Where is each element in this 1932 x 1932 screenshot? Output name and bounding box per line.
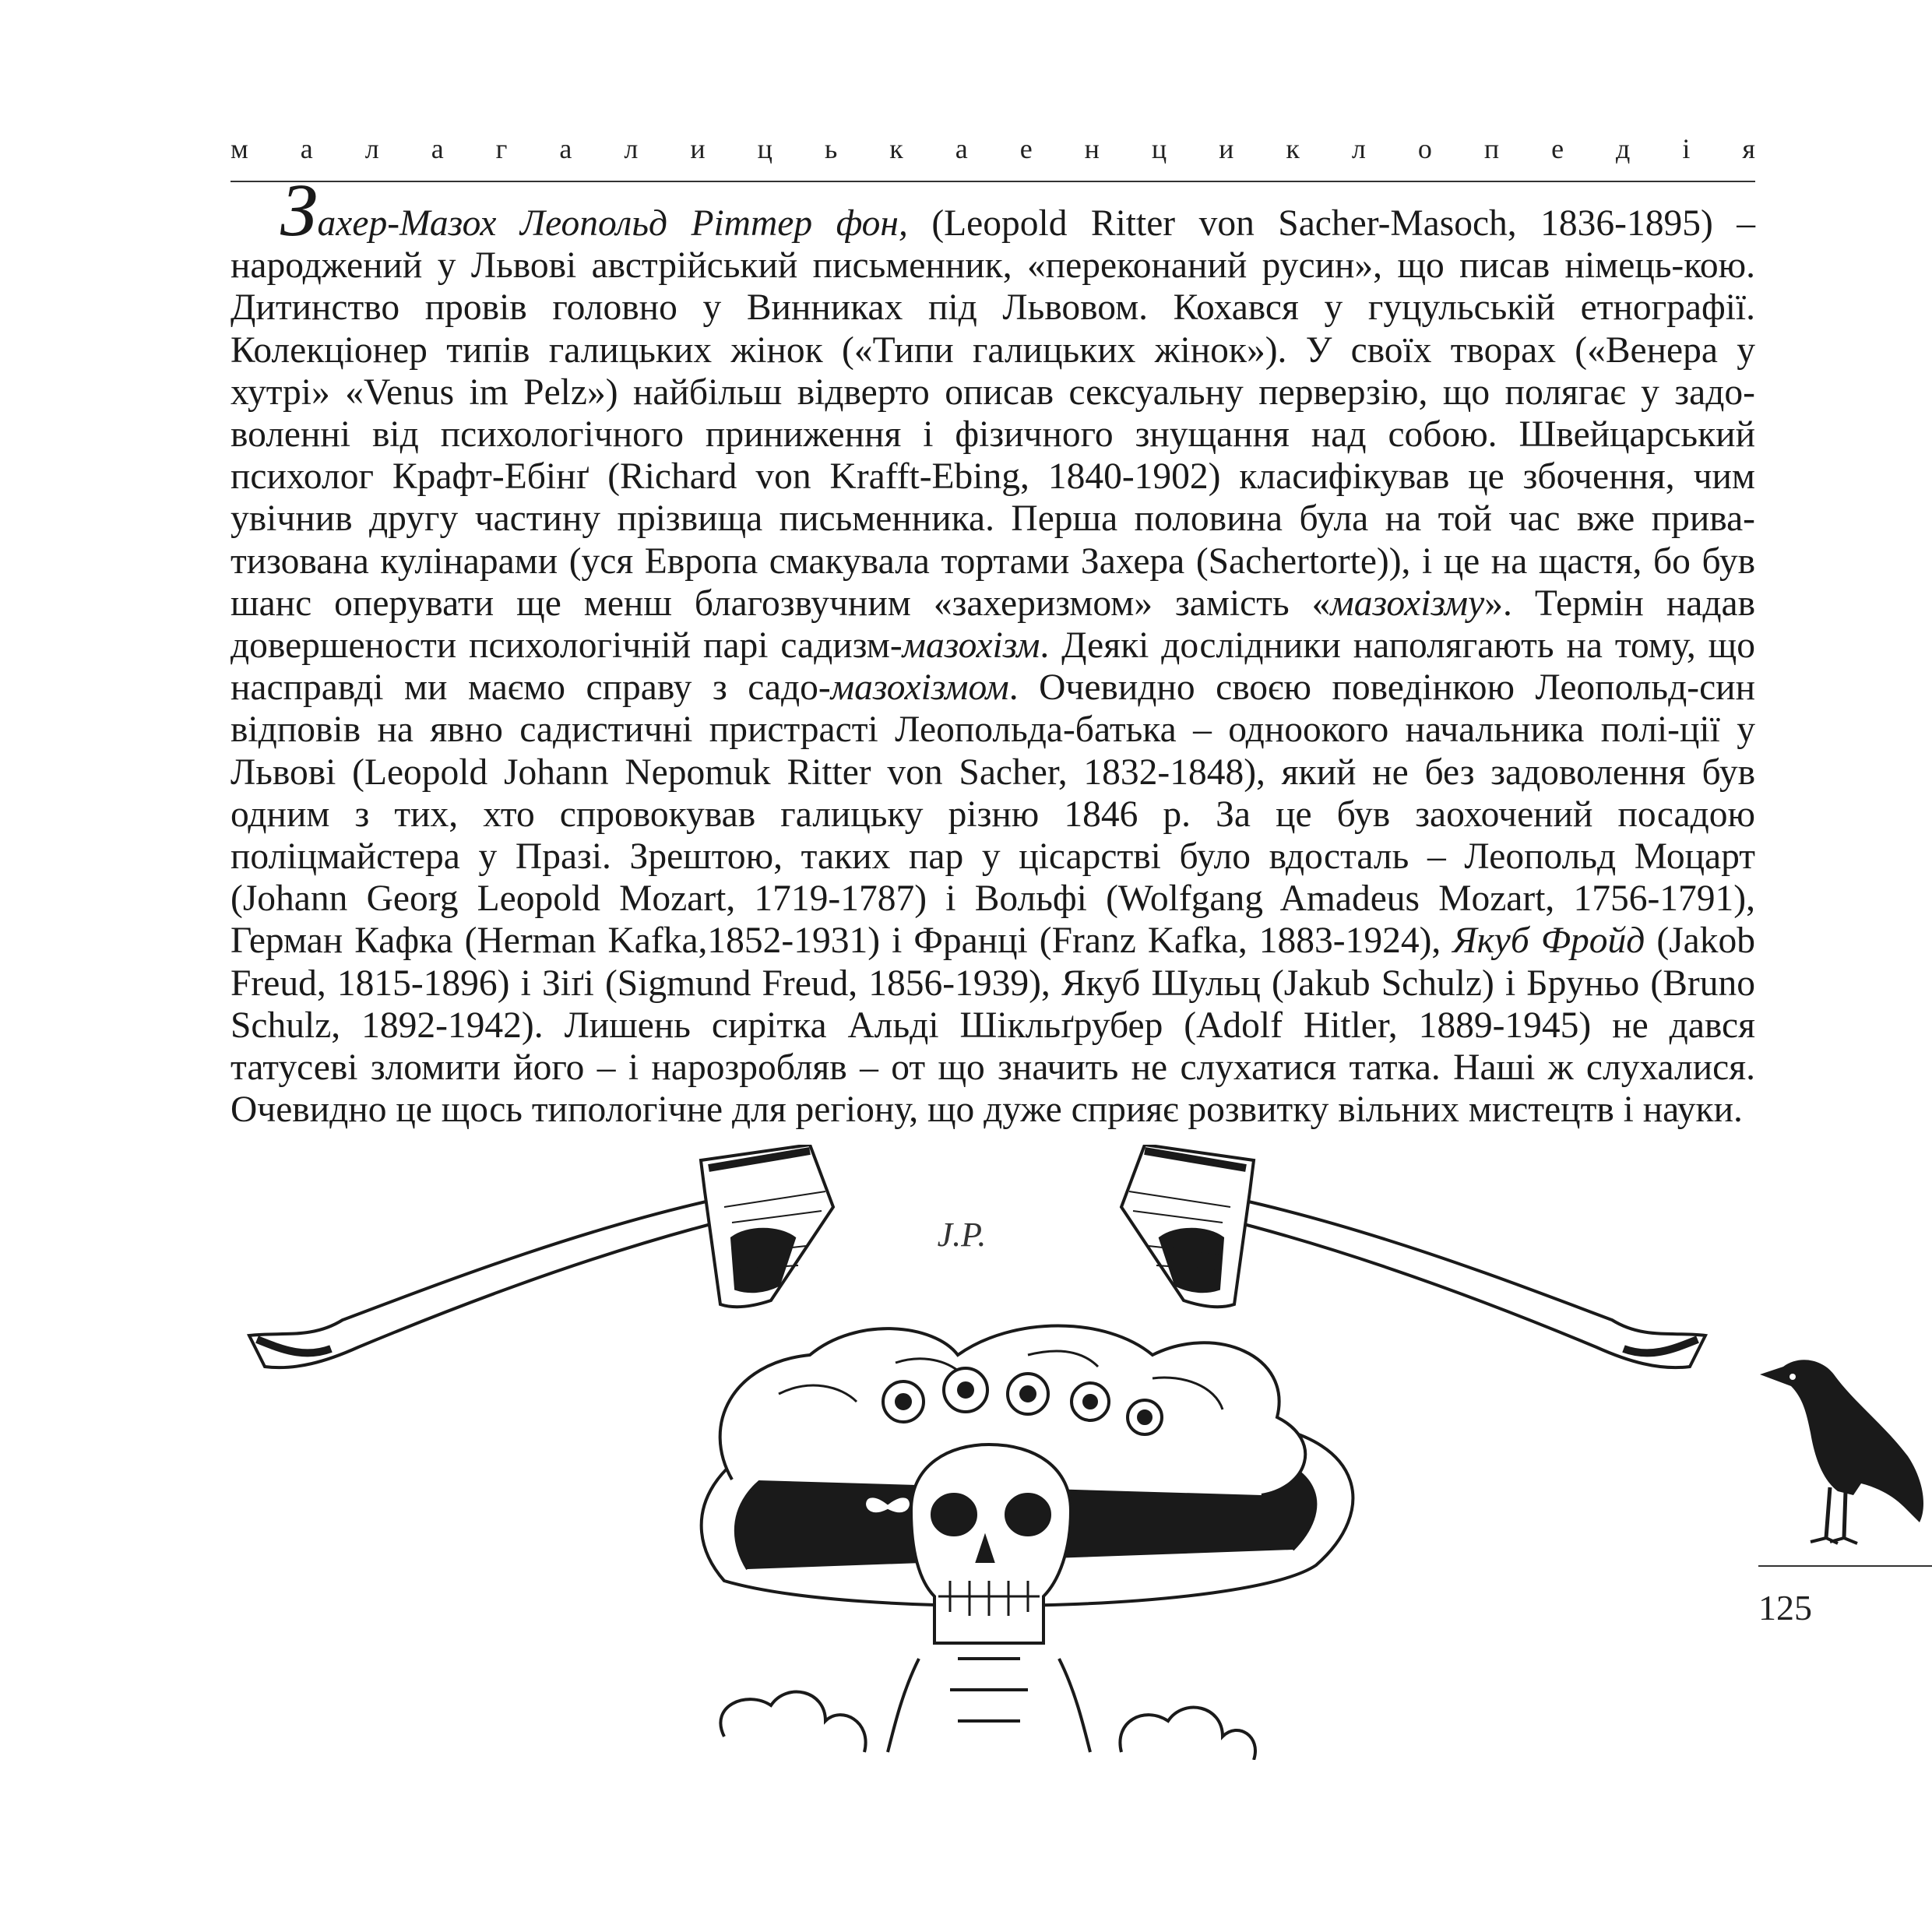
page-number: 125 [1758, 1588, 1812, 1628]
signature: J.P. [937, 1216, 987, 1254]
running-header-letter: о [1417, 133, 1432, 164]
drop-cap: З [280, 168, 318, 252]
running-header-letter: е [1551, 133, 1564, 164]
article-italic-term: мазохізм [902, 625, 1040, 667]
article-text: . Очевидно своєю поведінкою Леопольд-син відповів на явно садистичні пристрасті Леопольда-батька – одноокого начальника полі-ції у Львові (Leopold Johann Nepomuk Ritter von Sacher, 1832-1848), який не без задоволення був одним з тих, хто спровокував галицьку різню 1846 р. За це був заохочений посадою поліцмайстера у Празі. Зрештою, таких пар у цісарстві було вдосталь – Леопольд Моцарт (Johann Georg Leopold Mozart, 1719-1787) і Вольфі (Wolfgang Amadeus Mozart, 1756-1791), Герман Кафка (Herman Kafka,1852-1931) і Франці (Franz Kafka, 1883-1924), [231, 667, 1755, 962]
article-lead-name: ахер-Мазох Леопольд Ріттер фон, [317, 203, 908, 244]
running-header-letter: н [1084, 133, 1100, 164]
article-italic-term: Якуб Фройд [1452, 920, 1645, 962]
article-text: . Деякі дослідники наполягають на тому, що насправді ми маємо справу з садо- [231, 625, 1755, 709]
running-header-letter: д [1616, 133, 1631, 164]
running-header-letter: ц [757, 133, 772, 164]
header-rule [231, 181, 1755, 182]
crow-rule [1758, 1565, 1932, 1567]
running-header-letter: я [1742, 133, 1755, 164]
running-header-letter: и [1219, 133, 1234, 164]
running-header-letter: и [690, 133, 706, 164]
running-header-letter: ц [1151, 133, 1167, 164]
axes-skull-illustration [234, 1145, 1721, 1760]
running-header-letter: к [1286, 133, 1300, 164]
running-header-letter: а [559, 133, 572, 164]
running-header-letter: а [955, 133, 968, 164]
running-header-letter: ь [824, 133, 838, 164]
article-italic-term: мазохізму [1330, 582, 1485, 624]
running-header [231, 132, 1755, 165]
running-header-letter: а [300, 133, 313, 164]
article-italic-term: мазохізмом [830, 667, 1009, 709]
running-header-letter: л [624, 133, 639, 164]
article-body [231, 168, 1756, 1131]
running-header-letter: м [231, 133, 248, 164]
article-paragraph [231, 168, 1756, 1131]
running-header-letter: а [431, 133, 444, 164]
running-header-letter: г [495, 133, 508, 164]
article-text: (Jakob Freud, 1815-1896) і Зіґі (Sigmund Freud, 1856-1939), Якуб Шульц (Jakub Schulz) і Бруньо (Bruno Schulz, 1892-1942). Лишень сирітка Альді Шікльґрубер (Adolf Hitler, 1889-1945) не дався татусеві зломити його – і нарозробляв – от що значить не слухатися татка. Наші ж слухалися. Очевидно це щось типологічне для регіону, що дуже сприяє розвитку вільних мистецтв і науки. [231, 920, 1756, 1131]
running-header-letter: л [364, 133, 379, 164]
running-header-letter: л [1351, 133, 1366, 164]
crow-icon [1744, 1339, 1931, 1573]
running-header-letter: к [889, 133, 903, 164]
axe-left-icon [249, 1145, 833, 1367]
article-text: (Leopold Ritter von Sacher-Masoch, 1836-1895) – народжений у Львові австрійський письменник, «переконаний русин», що писав німець-кою. Дитинство провів головно у Винниках під Львовом. Кохався у гуцульській етнографії. Колекціонер типів галицьких жінок («Типи галицьких жінок»). У своїх творах («Венера у хутрі» «Venus im Pelz») найбільш відверто описав сексуальну перверзію, що полягає у задо-воленні від психологічного приниження і фізичного знущання над собою. Швейцарський психолог Крафт-Ебінґ (Richard von Krafft-Ebing, 1840-1902) класифікував це збочення, чим увічнив другу частину прізвища письменника. Перша половина була на той час вже прива-тизована кулінарами (уся Европа смакувала тортами Захера (Sachertorte)), і це на щастя, бо був шанс оперувати ще менш благозвучним «захеризмом» замість « [231, 203, 1755, 624]
article-text: ». Термін надав довершености психологічній парі садизм- [231, 582, 1755, 667]
running-header-letter: п [1483, 133, 1500, 164]
catrina-skull-icon [702, 1326, 1353, 1761]
running-header-letter: е [1019, 133, 1033, 164]
running-header-letter: і [1682, 133, 1691, 164]
axe-right-icon [1121, 1145, 1705, 1367]
